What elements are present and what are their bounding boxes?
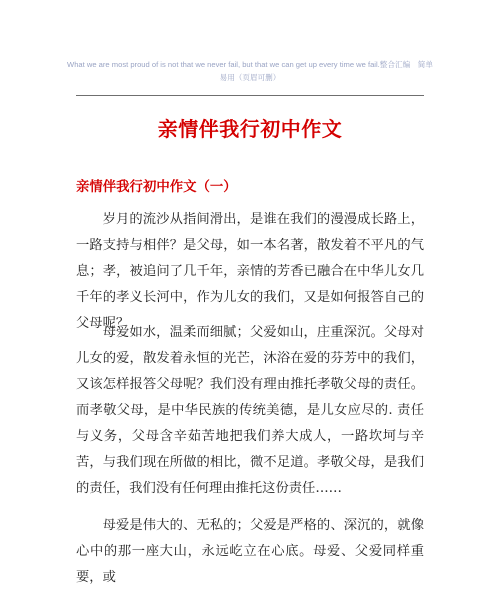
header-divider: [76, 95, 424, 96]
document-title: 亲情伴我行初中作文: [157, 117, 343, 141]
header-quote: What we are most proud of is not that we never fail, but that we can get up every time we fail.整合汇编 简单: [67, 60, 433, 69]
paragraph-3: [76, 513, 424, 591]
paragraph-text: 岁月的流沙从指间滑出，是谁在我们的漫漫成长路上，一路支持与相伴？是父母，如一本名著，散发着不平凡的气息；孝，被追问了几千年，亲情的芳香已融合在中华儿女几千年的孝义长河中，作为儿女的我们，又是如何报答自己的父母呢？: [76, 212, 424, 331]
section-title: 亲情伴我行初中作文（一）: [76, 179, 237, 195]
paragraph-text: 母爱如水，温柔而细腻；父爱如山，庄重深沉。父母对儿女的爱，散发着永恒的光芒，沐浴在爱的芬芳中的我们，又该怎样报答父母呢？我们没有理由推托孝敬父母的责任。而孝敬父母，是中华民族的传统美德，是儿女应尽的. 责任与义务，父母含辛茹苦地把我们养大成人，一路坎坷与辛苦，与我们现在所做的相比，微不足道。孝敬父母，是我们的责任，我们没有任何理由推托这份责任……: [76, 325, 424, 496]
paragraph-2: [76, 320, 424, 502]
paragraph-text: 母爱是伟大的、无私的；父爱是严格的、深沉的，就像心中的那一座大山，永远屹立在心底。母爱、父爱同样重要，或: [76, 518, 424, 585]
paragraph-1: [76, 207, 424, 337]
header-note: 易用（页眉可删）: [219, 73, 281, 82]
page-header: [0, 58, 500, 84]
